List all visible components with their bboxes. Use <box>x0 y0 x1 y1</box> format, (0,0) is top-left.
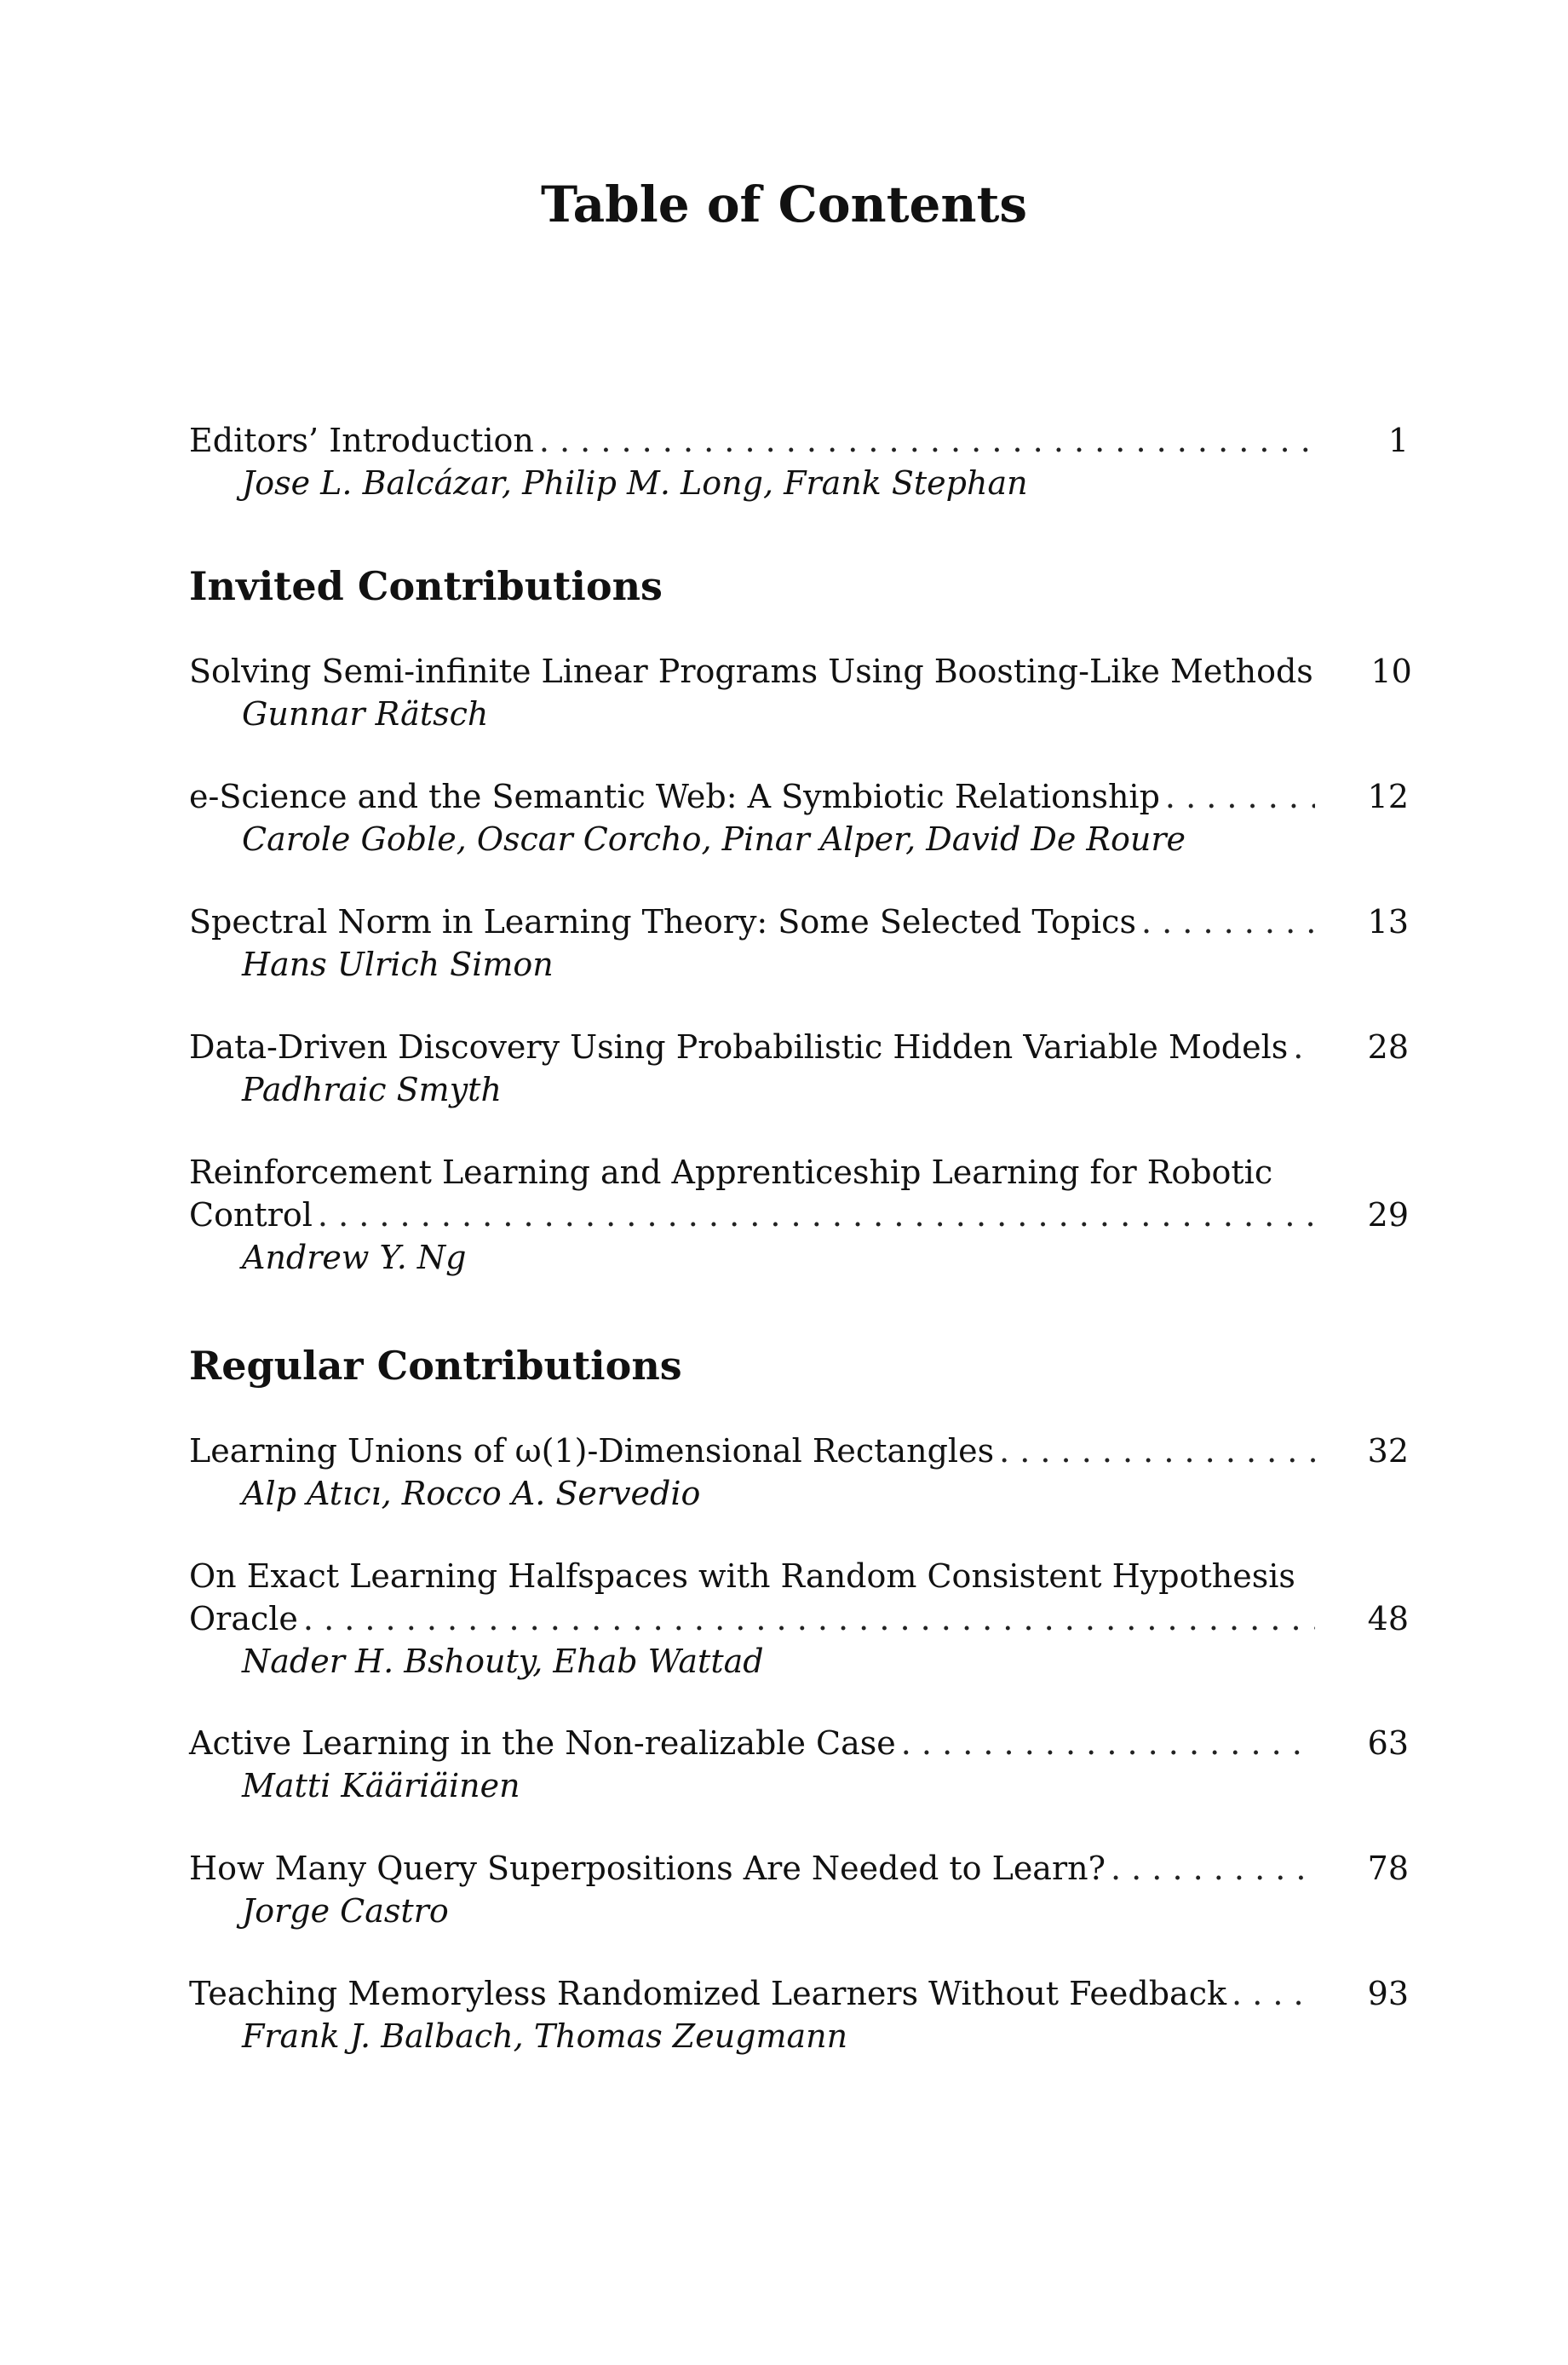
leader-dots <box>1141 901 1315 943</box>
entry-title[interactable]: e-Science and the Semantic Web: A Symbiotic Relationship <box>189 778 1160 815</box>
leader-dots <box>1232 1972 1315 2015</box>
leader-dots <box>303 1597 1315 1640</box>
entry-authors: Carole Goble, Oscar Corcho, Pinar Alper, David De Roure <box>242 820 1186 858</box>
toc-entry[interactable] <box>189 1151 1409 1279</box>
entry-title[interactable]: Active Learning in the Non-realizable Case <box>189 1724 896 1762</box>
toc-entry[interactable] <box>189 1026 1409 1111</box>
entry-authors: Alp Atıcı, Rocco A. Servedio <box>242 1475 701 1512</box>
entry-title-line-1[interactable]: Reinforcement Learning and Apprenticeship Learning for Robotic <box>189 1154 1273 1191</box>
entry-page-number[interactable]: 10 <box>1370 653 1412 690</box>
entry-page-number[interactable]: 29 <box>1367 1196 1409 1234</box>
entry-title-line-1[interactable]: On Exact Learning Halfspaces with Random Consistent Hypothesis <box>189 1557 1295 1595</box>
entry-page-number[interactable]: 78 <box>1367 1850 1409 1887</box>
toc-entry[interactable] <box>189 901 1409 986</box>
leader-dots <box>901 1722 1315 1764</box>
entry-title[interactable]: Oracle <box>189 1600 298 1637</box>
page-title: Table of Contents <box>540 176 1028 233</box>
toc-entry[interactable] <box>189 1555 1409 1683</box>
toc-entry[interactable] <box>189 1722 1409 1807</box>
entry-page-number[interactable]: 12 <box>1367 778 1409 815</box>
entry-page-number[interactable]: 48 <box>1367 1600 1409 1637</box>
leader-dots <box>999 1430 1315 1472</box>
entry-page-number[interactable]: 13 <box>1367 903 1409 941</box>
section-heading-regular: Regular Contributions <box>189 1343 682 1389</box>
toc-entry[interactable] <box>189 1847 1409 1932</box>
entry-title[interactable]: Teaching Memoryless Randomized Learners Without Feedback <box>189 1975 1227 2012</box>
entry-page-number[interactable]: 93 <box>1367 1975 1409 2012</box>
entry-title[interactable]: Spectral Norm in Learning Theory: Some Selected Topics <box>189 903 1136 941</box>
entry-title[interactable]: Solving Semi-infinite Linear Programs Using Boosting-Like Methods <box>189 653 1313 690</box>
entry-authors: Jorge Castro <box>242 1892 449 1930</box>
toc-entry[interactable] <box>189 1430 1409 1515</box>
entry-page-number[interactable]: 63 <box>1367 1724 1409 1762</box>
entry-authors: Andrew Y. Ng <box>242 1239 467 1276</box>
entry-authors: Gunnar Rätsch <box>242 695 489 733</box>
toc-entry[interactable] <box>189 650 1412 735</box>
leader-dots <box>1111 1847 1315 1890</box>
entry-title[interactable]: Learning Unions of ω(1)-Dimensional Rectangles <box>189 1432 995 1470</box>
leader-dots <box>318 1194 1315 1236</box>
entry-title[interactable]: Control <box>189 1196 313 1234</box>
toc-entry-intro[interactable] <box>189 419 1409 504</box>
leader-dots <box>1165 775 1315 818</box>
leader-dots <box>539 419 1315 462</box>
entry-authors: Frank J. Balbach, Thomas Zeugmann <box>242 2017 848 2055</box>
entry-title[interactable]: Editors’ Introduction <box>189 422 534 459</box>
entry-authors: Nader H. Bshouty, Ehab Wattad <box>242 1643 764 1680</box>
entry-page-number[interactable]: 32 <box>1367 1432 1409 1470</box>
entry-page-number[interactable]: 1 <box>1387 422 1409 459</box>
entry-authors: Matti Kääriäinen <box>242 1767 520 1804</box>
entry-title[interactable]: How Many Query Superpositions Are Needed to Learn? <box>189 1850 1106 1887</box>
entry-authors: Hans Ulrich Simon <box>242 946 554 983</box>
toc-entry[interactable] <box>189 775 1409 860</box>
section-heading-invited: Invited Contributions <box>189 563 663 609</box>
leader-dots <box>1293 1026 1315 1068</box>
toc-entry[interactable] <box>189 1972 1409 2057</box>
entry-authors: Jose L. Balcázar, Philip M. Long, Frank Stephan <box>242 464 1028 502</box>
entry-title[interactable]: Data-Driven Discovery Using Probabilistic Hidden Variable Models <box>189 1028 1289 1066</box>
entry-authors: Padhraic Smyth <box>242 1071 502 1108</box>
entry-page-number[interactable]: 28 <box>1367 1028 1409 1066</box>
